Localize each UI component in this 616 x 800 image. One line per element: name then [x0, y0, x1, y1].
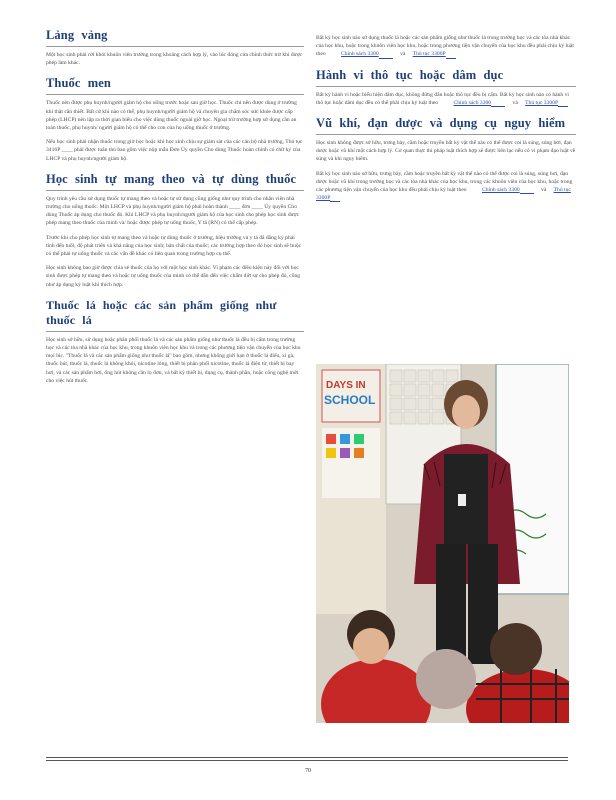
section-medication — [46, 76, 304, 162]
section-paragraph: Nếu học sinh phải nhận thuốc trong giờ học hoặc khi học sinh chịu sự giám sát của các cán bộ nhà trường, Thủ tục 3416P ____ phải được tuân thủ bao gồm việc nộp mẫu Đơn Ủy quyền Cho dùng Thuốc hoàn chỉnh có chữ ký của LHCP và phụ huynh/người giám hộ. — [46, 139, 303, 162]
section-paragraph: Một học sinh phải rời khỏi khuôn viên trường trong khoảng cách hợp lý, vào lúc đóng cửa chính thức trừ khi được phép làm khác. — [46, 52, 303, 67]
section-loitering — [46, 28, 304, 67]
paragraph-text: Bất kỳ học sinh nào sử dụng thuốc lá hoặc các sản phẩm giống như thuốc lá trong trường học và các tòa nhà khác của học khu, hoặc trong khuôn viên học khu, hoặc trong phương tiện vận chuyển của học khu đều phải chịu kỷ luật theo — [316, 35, 574, 58]
section-paragraph — [316, 91, 576, 107]
link-underline — [520, 187, 534, 194]
procedure-3300p-link[interactable]: Thủ tục 3300P — [525, 99, 559, 106]
section-paragraph: Thuốc nên được phụ huynh/người giám hộ cho uống trước hoặc sau giờ học. Thuốc chỉ nên được dùng ở trường khi thật cần thiết. Bất cứ khi nào có thể, phụ huynh/người giám hộ và chuyên gia chăm sóc sức khỏe được cấp phép (LHCP) nên lập ra thời gian biểu cho việc dùng thuốc ngoài giờ học. Ngoại trừ trường hợp sử dụng cần an toàn thuốc, phụ huynh/ người giám hộ có thể cho con của họ uống thuốc ở trường. — [46, 100, 297, 132]
page-number: 70 — [305, 768, 311, 774]
section-self-medication — [46, 172, 304, 289]
classroom-photo-illustration — [316, 364, 569, 723]
section-paragraph — [316, 170, 576, 203]
section-title-loitering: Lảng vảng — [46, 28, 304, 47]
section-title-self-medication: Học sinh tự mang theo và tự dùng thuốc — [46, 172, 304, 191]
section-paragraph: Học sinh không được sở hữu, trưng bày, cầm hoặc truyền bất kỳ vật thể nào có thể được coi là súng, súng hơi, đạn dược hoặc vũ khí một cách hợp lý. Cơ quan thực thi pháp luật thích hợp sẽ được liên lạc nếu có vi phạm đạo luật về súng và khi nguy hiểm. — [316, 140, 576, 163]
procedure-3300p-link[interactable]: Thủ tục 3300P — [412, 51, 446, 58]
section-obscene — [316, 68, 576, 107]
and-text: và — [512, 99, 518, 106]
link-underline — [330, 195, 340, 202]
section-paragraph: Học sinh không bao giờ được chia sẻ thuốc của họ với một học sinh khác. Vi phạm các điều kiện này đối với học sinh được phép tự mang theo và hoặc tự uống thuốc của mình có thể dẫn đến việc chấm dứt sự cho phép đó, cũng như áp dụng kỷ luật khi thích hợp. — [46, 265, 301, 288]
section-paragraph — [316, 34, 576, 59]
footer-rule-bottom — [46, 760, 568, 761]
policy-3300-link[interactable]: Chính sách 3300 — [453, 99, 492, 106]
svg-text:DAYS IN: DAYS IN — [326, 380, 366, 391]
section-title-tobacco: Thuốc lá hoặc các sản phẩm giống như thuốc lá — [46, 298, 304, 332]
section-paragraph: Học sinh sở hữu, sử dụng hoặc phân phối thuốc lá và các sản phẩm giống như thuốc lá đều bị cấm trong trường học và các tòa nhà khác của học khu, trong khuôn viên học khu và trong các phương tiện vận chuyển của học khu mọi lúc. "Thuốc lá và các sản phẩm giống như thuốc lá" bao gồm, nhưng không giới hạn ở thuốc lá điếu, xì gà, thuốc hút, thuốc lá, thuốc lá không khói, nicotine lỏng, thiết bị phân phối nicotine, thuốc lá điện tử, thiết bị bay hơi, và các sản phẩm hơi, ống hút không cần lọ đơn, và bất kỳ thiết bị, dụng cụ, thành phần, hoặc công nghệ mới cho việc hút thuốc. — [46, 336, 301, 384]
svg-text:SCHOOL: SCHOOL — [324, 393, 376, 407]
and-text: và — [541, 187, 547, 194]
link-underline — [446, 52, 456, 59]
section-paragraph: Trước khi cho phép học sinh tự mang theo và hoặc tự dùng thuốc ở trường, hiệu trưởng và y tá đã đăng ký phải tính đến tuổi, độ phát triển và khả năng của học sinh; bản chất của thuốc; các trường hợp theo đó học sinh sẽ buộc có thể phải tự uống thuốc và các vấn đề khác có liên quan trong trường hợp cụ thể. — [46, 234, 302, 258]
section-title-medication: Thuốc men — [46, 76, 304, 95]
paragraph-text: Bất kỳ học sinh nào sở hữu, trưng bày, cầm hoặc truyền bất kỳ vật thể nào có thể được coi là súng, súng hơi, đạn dược hoặc vũ khí trong trường học và các tòa nhà khác của học khu, trong các khuôn viên của học khu, hoặc trong các phương tiện vận chuyển của học khu đều phải chịu kỷ luật theo — [316, 170, 573, 194]
link-underline — [558, 100, 568, 107]
section-title-weapons: Vũ khí, đạn dược và dụng cụ nguy hiểm — [316, 116, 576, 135]
link-underline — [491, 100, 505, 107]
and-text: và — [400, 51, 406, 58]
section-tobacco — [46, 298, 304, 385]
tobacco-continued — [316, 34, 576, 59]
footer-rule-top — [46, 757, 568, 758]
procedure-3300p-link[interactable]: Thủ tục 3300P — [316, 187, 571, 202]
section-weapons — [316, 116, 576, 202]
policy-3300-link[interactable]: Chính sách 3300 — [482, 187, 520, 194]
classroom-photo — [316, 364, 569, 723]
section-paragraph: Quy trình yêu cầu sử dụng thuốc tự mang theo và hoặc tự sử dụng cũng giống như quy trình cho nhân viên nhà trường cho uống thuốc. Một LHCP và phụ huynh/người giám hộ phải hoàn thành ____ đơn ____ Ủy quyền Cho dùng Thuốc áp dụng cho thuốc đó. Khi LHCP và phụ huynh/người giám hộ của học sinh cho phép học sinh được phép mang theo thuốc của mình và/ hoặc được phép tự uống thuốc, Y tá (RN) có thể cấp phép. — [46, 195, 300, 227]
paragraph-text: Bất kỳ hành vi hoặc biểu hiện dâm dục, không đứng đắn hoặc thô tục đều bị cấm. Bất kỳ học sinh nào có hành vi thô tục hoặc dâm dục đều có thể phải chịu kỷ luật theo — [316, 91, 569, 106]
section-title-obscene: Hành vi thô tục hoặc dâm dục — [316, 68, 576, 87]
policy-3300-link[interactable]: Chính sách 3300 — [341, 51, 379, 58]
right-column — [316, 34, 576, 211]
left-column — [46, 28, 304, 394]
link-underline — [379, 52, 393, 59]
